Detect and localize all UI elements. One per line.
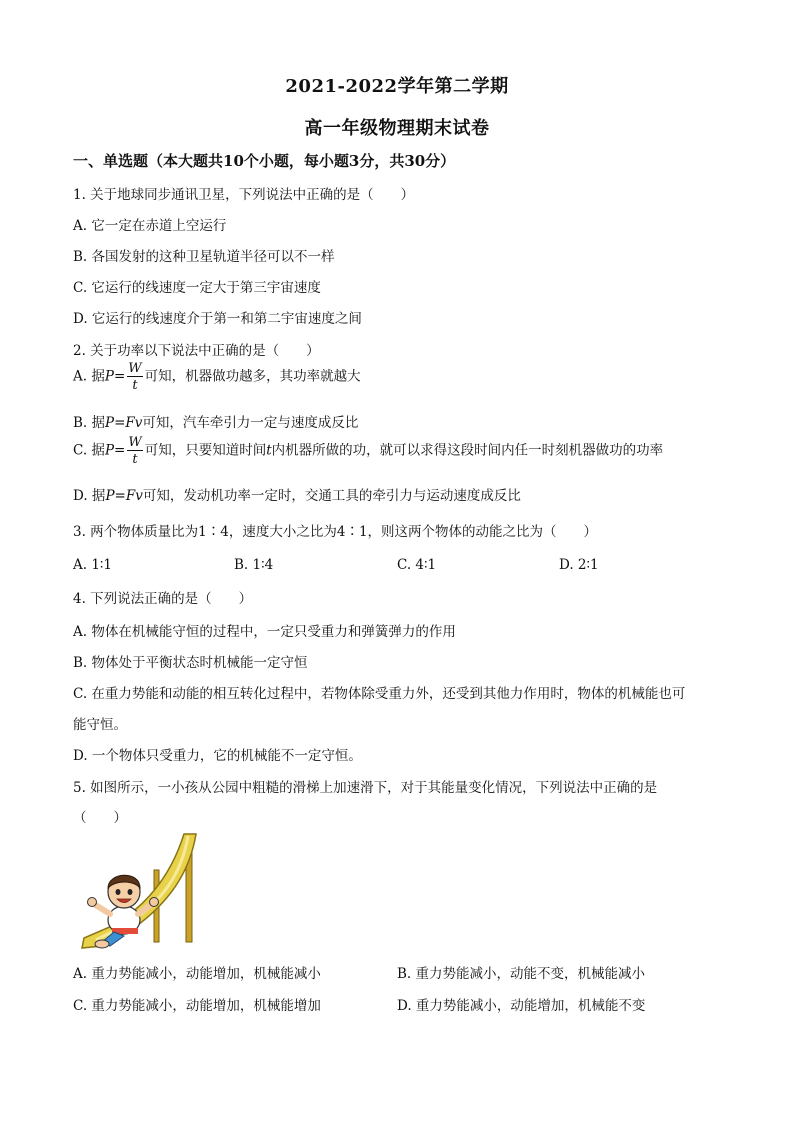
q2-a-denominator: t — [127, 376, 142, 392]
q4-option-a: A. 物体在机械能守恒的过程中，一定只受重力和弹簧弹力的作用 — [73, 624, 456, 640]
q5-option-b: B. 重力势能减小，动能不变，机械能减小 — [397, 966, 646, 982]
q3-option-d: D. 2∶1 — [559, 557, 599, 573]
q2-b-prefix: B. 据 — [73, 415, 106, 431]
q2-option-b — [73, 411, 358, 431]
q4-stem: 4. 下列说法正确的是（ ） — [73, 591, 253, 607]
q4-option-c-line2: 能守恒。 — [73, 717, 127, 733]
q2-a-fraction — [127, 362, 142, 392]
q3-option-a: A. 1∶1 — [73, 557, 113, 573]
q2-c-eq: = — [114, 442, 126, 459]
q4-option-b: B. 物体处于平衡状态时机械能一定守恒 — [73, 655, 308, 671]
q2-c-fraction — [127, 436, 142, 466]
q2-a-eq: = — [113, 368, 126, 385]
q2-option-d — [73, 484, 521, 504]
q2-d-text: 可知，发动机功率一定时，交通工具的牵引力与运动速度成反比 — [142, 488, 521, 504]
q4-option-d: D. 一个物体只受重力，它的机械能不一定守恒。 — [73, 748, 362, 764]
q2-c-t: t — [266, 442, 272, 459]
q2-a-prefix: A. 据 — [73, 368, 105, 385]
q2-c-numerator: W — [128, 435, 142, 450]
q1-option-d: D. 它运行的线速度介于第一和第二宇宙速度之间 — [73, 311, 362, 327]
q3-stem: 3. 两个物体质量比为1∶4，速度大小之比为4∶1，则这两个物体的动能之比为（ ） — [73, 524, 598, 540]
q5-option-a: A. 重力势能减小，动能增加，机械能减小 — [73, 966, 321, 982]
q5-stem-line1: 5. 如图所示，一小孩从公园中粗糙的滑梯上加速滑下，对于其能量变化情况，下列说法中正确的是 — [73, 780, 658, 796]
child-right-eye — [128, 889, 133, 895]
q2-d-prefix: D. 据 — [73, 488, 106, 504]
q4-option-c-line1: C. 在重力势能和动能的相互转化过程中，若物体除受重力外，还受到其他力作用时，物体的机械能也可 — [73, 686, 686, 702]
q5-stem-line2: （ ） — [73, 810, 127, 826]
q2-b-formula: P=Fv — [105, 415, 143, 431]
q5-option-d: D. 重力势能减小，动能增加，机械能不变 — [397, 998, 646, 1014]
q1-stem: 1. 关于地球同步通讯卫星，下列说法中正确的是（ ） — [73, 187, 415, 203]
child-on-slide-illustration — [72, 830, 202, 952]
q2-c-prefix: C. 据 — [73, 442, 105, 459]
q2-b-text: 可知，汽车牵引力一定与速度成反比 — [142, 415, 359, 431]
q3-option-b: B. 1∶4 — [234, 557, 274, 573]
section-heading: 一、单选题（本大题共10个小题，每小题3分，共30分） — [73, 152, 456, 170]
q1-option-a: A. 它一定在赤道上空运行 — [73, 218, 227, 234]
child-left-arm — [94, 904, 110, 914]
q1-option-c: C. 它运行的线速度一定大于第三宇宙速度 — [73, 280, 321, 296]
q1-option-b: B. 各国发射的这种卫星轨道半径可以不一样 — [73, 249, 335, 265]
exam-year-title: 2021-2022学年第二学期 — [285, 76, 509, 97]
q2-c-p: P — [104, 442, 115, 459]
q2-option-a — [73, 362, 361, 392]
child-left-eye — [116, 889, 121, 895]
child-foot — [95, 940, 109, 948]
q2-a-text: 可知，机器做功越多，其功率就越大 — [144, 368, 361, 385]
q2-stem: 2. 关于功率以下说法中正确的是（ ） — [73, 343, 320, 359]
child-right-hand — [150, 898, 159, 907]
exam-title: 高一年级物理期末试卷 — [304, 118, 490, 139]
q2-c-text-2: 内机器所做的功，就可以求得这段时间内任一时刻机器做功的功率 — [271, 442, 664, 459]
q5-option-c: C. 重力势能减小，动能增加，机械能增加 — [73, 998, 321, 1014]
q2-c-denominator: t — [127, 450, 142, 466]
q2-option-c — [73, 436, 663, 466]
q2-c-text-1: 可知，只要知道时间 — [144, 442, 267, 459]
q2-a-numerator: W — [128, 361, 142, 376]
child-left-hand — [88, 898, 97, 907]
q2-d-formula: P=Fv — [105, 488, 143, 504]
slide-figure-svg — [72, 830, 202, 952]
q3-option-c: C. 4∶1 — [397, 557, 437, 573]
q2-a-p: P — [104, 368, 114, 385]
